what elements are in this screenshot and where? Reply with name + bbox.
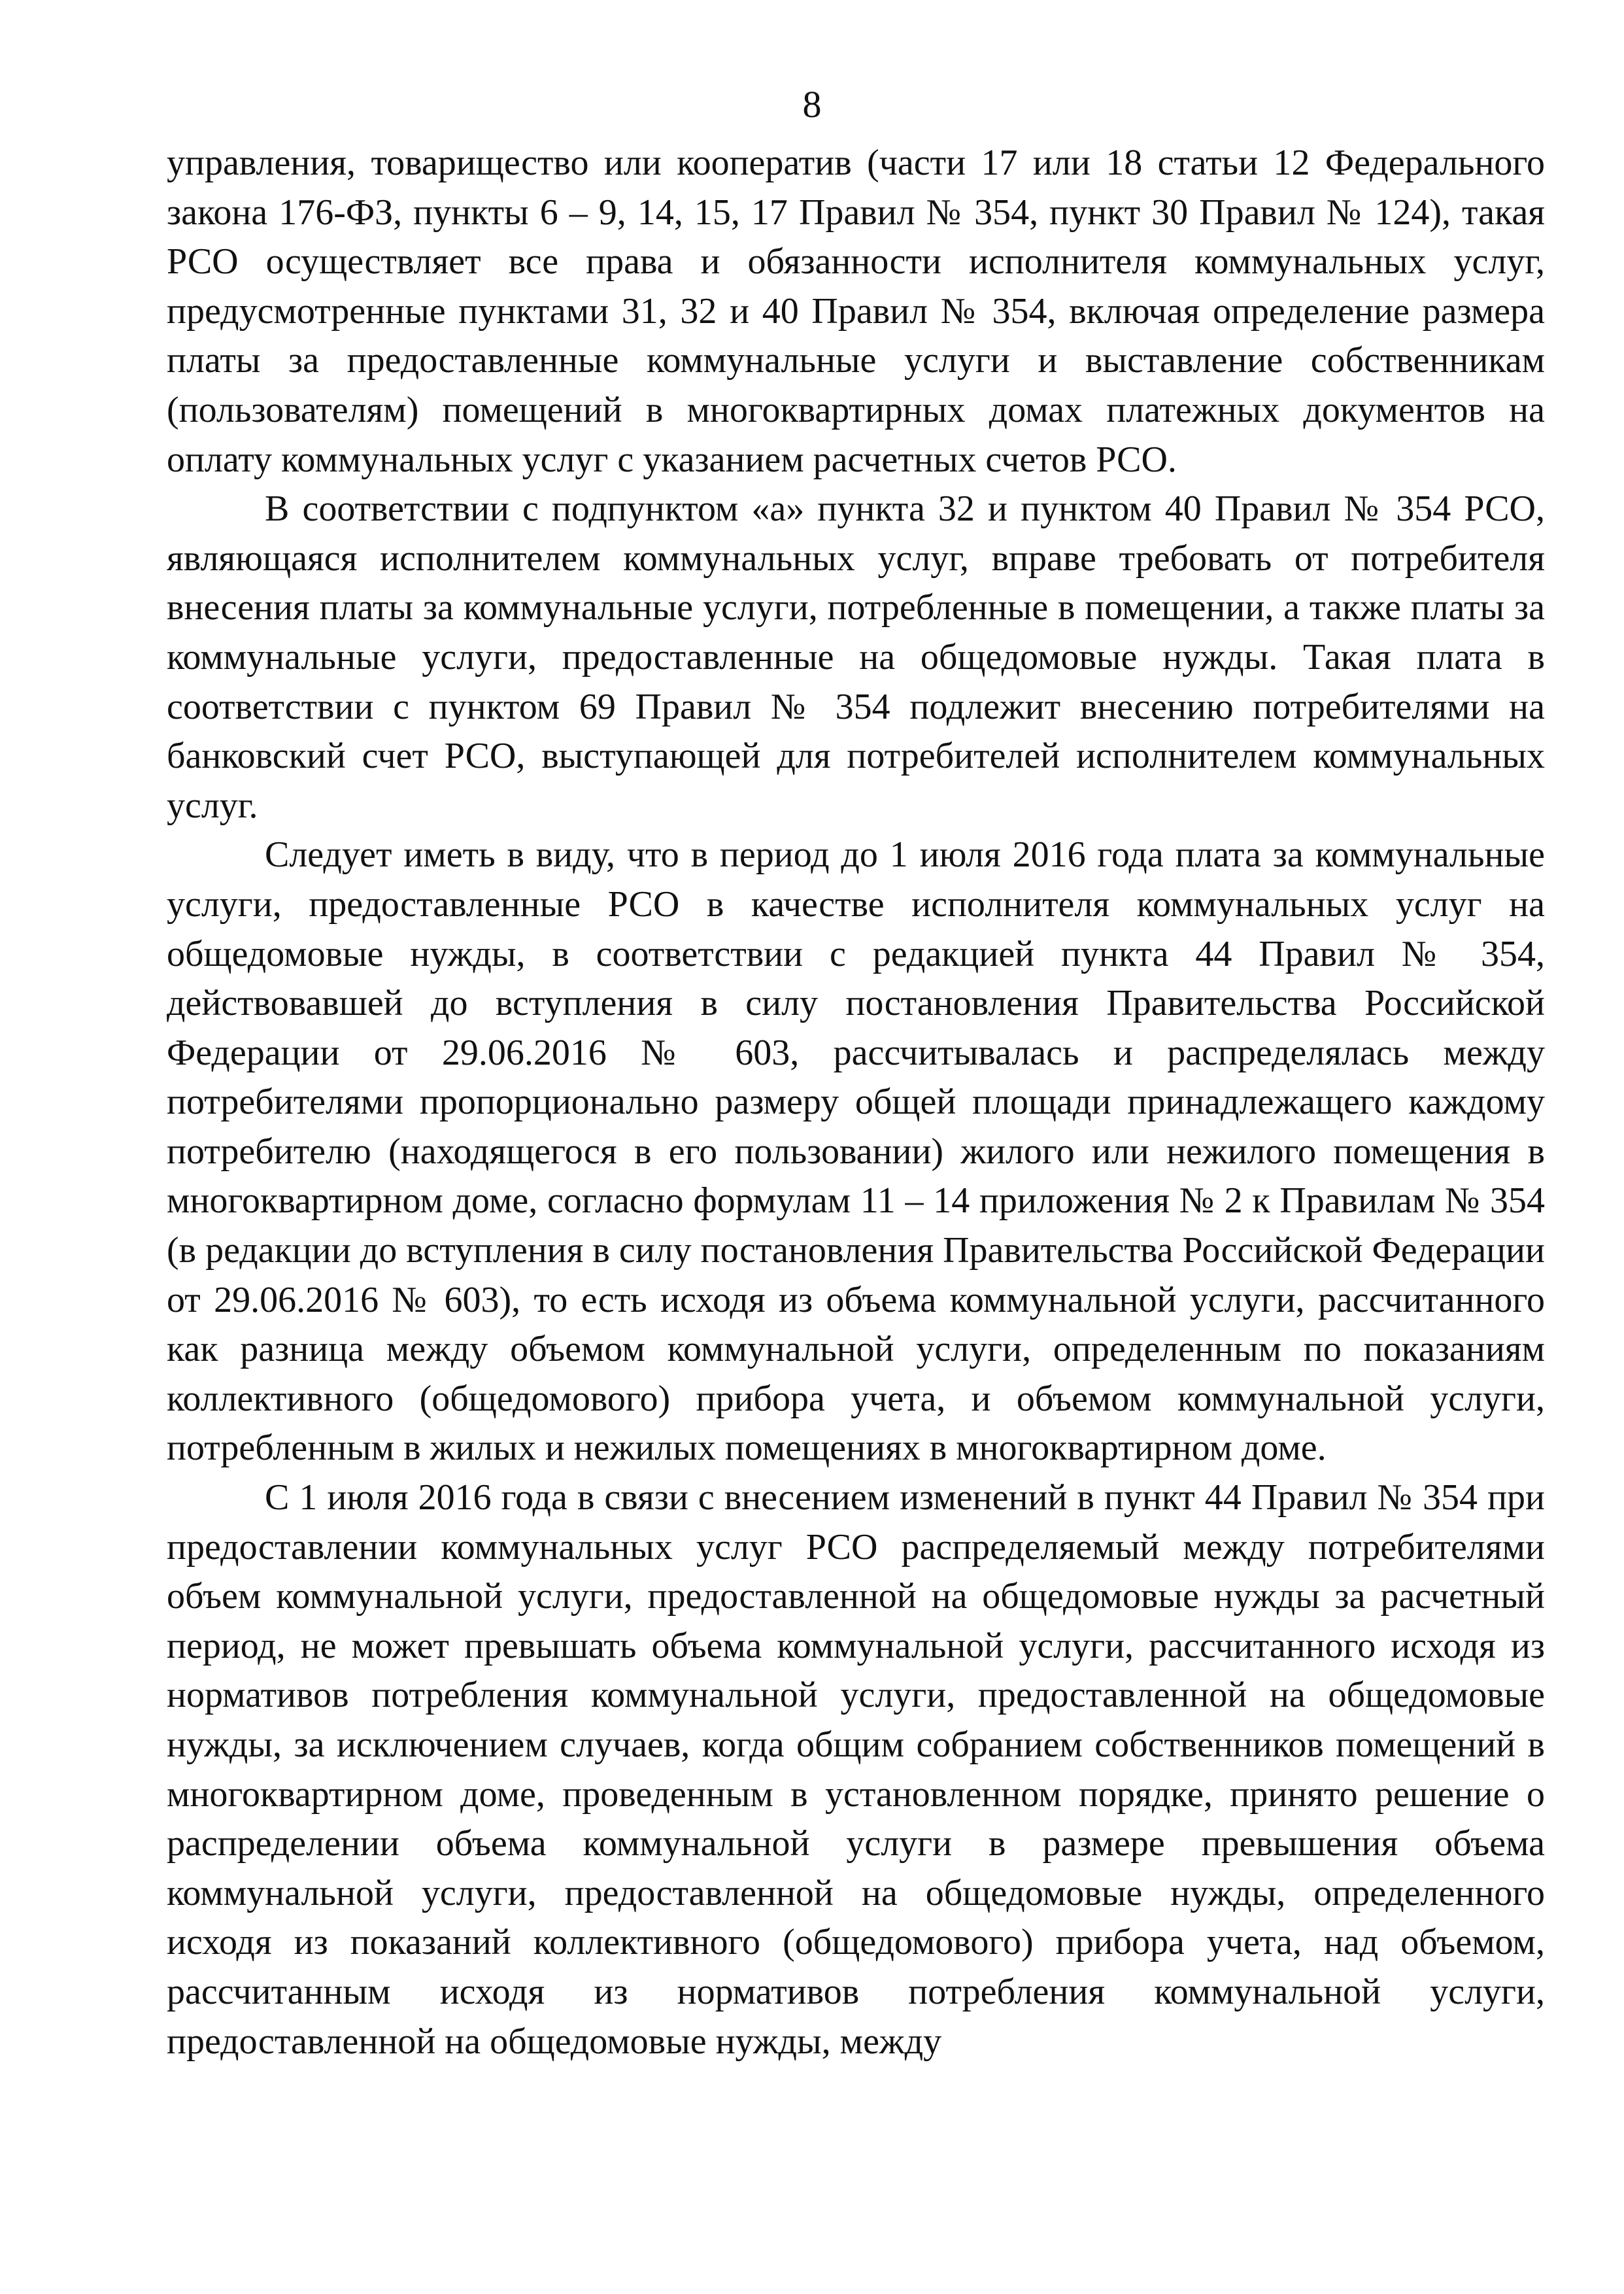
paragraph-from-july-2016: С 1 июля 2016 года в связи с внесением изменений в пункт 44 Правил № 354 при предоставлении коммунальных услуг РСО распределяемый между потребителями объем коммунальной услуги, предоставленной на общедомовые нужды за расчетный период, не может превышать объема коммунальной услуги, рассчитанного исходя из нормативов потребления коммунальной услуги, предоставленной на общедомовые нужды, за исключением случаев, когда общим собранием собственников помещений в многоквартирном доме, проведенным в установленном порядке, принято решение о распределении объема коммунальной услуги в размере превышения объема коммунальной услуги, предоставленной на общедомовые нужды, определенного исходя из показаний коллективного (общедомового) прибора учета, над объемом, рассчитанным исходя из нормативов потребления коммунальной услуги, предоставленной на общедомовые нужды, между [167,1477,1545,2062]
document-body [167,139,1545,2066]
paragraph-before-july-2016: Следует иметь в виду, что в период до 1 июля 2016 года плата за коммунальные услуги, предоставленные РСО в качестве исполнителя коммунальных услуг на общедомовые нужды, в соответствии с редакцией пункта 44 Правил № 354, действовавшей до вступления в силу постановления Правительства Российской Федерации от 29.06.2016 № 603, рассчитывалась и распределялась между потребителями пропорционально размеру общей площади принадлежащего каждому потребителю (находящегося в его пользовании) жилого или нежилого помещения в многоквартирном доме, согласно формулам 11 – 14 приложения № 2 к Правилам № 354 (в редакции до вступления в силу постановления Правительства Российской Федерации от 29.06.2016 № 603), то есть исходя из объема коммунальной услуги, рассчитанного как разница между объемом коммунальной услуги, определенным по показаниям коллективного (общедомового) прибора учета, и объемом коммунальной услуги, потребленным в жилых и нежилых помещениях в многоквартирном доме. [167,834,1545,1469]
paragraph-continuation: управления, товарищество или кооператив (части 17 или 18 статьи 12 Федерального закона 176-ФЗ, пункты 6 – 9, 14, 15, 17 Правил № 354, пункт 30 Правил № 124), такая РСО осуществляет все права и обязанности исполнителя коммунальных услуг, предусмотренные пунктами 31, 32 и 40 Правил № 354, включая определение размера платы за предоставленные коммунальные услуги и выставление собственникам (пользователям) помещений в многоквартирных домах платежных документов на оплату коммунальных услуг с указанием расчетных счетов РСО. [167,143,1545,480]
page-number: 8 [802,83,822,126]
paragraph-rso-rights: В соответствии с подпунктом «а» пункта 32 и пунктом 40 Правил № 354 РСО, являющаяся исполнителем коммунальных услуг, вправе требовать от потребителя внесения платы за коммунальные услуги, потребленные в помещении, а также платы за коммунальные услуги, предоставленные на общедомовые нужды. Такая плата в соответствии с пунктом 69 Правил № 354 подлежит внесению потребителями на банковский счет РСО, выступающей для потребителей исполнителем коммунальных услуг. [167,488,1545,826]
